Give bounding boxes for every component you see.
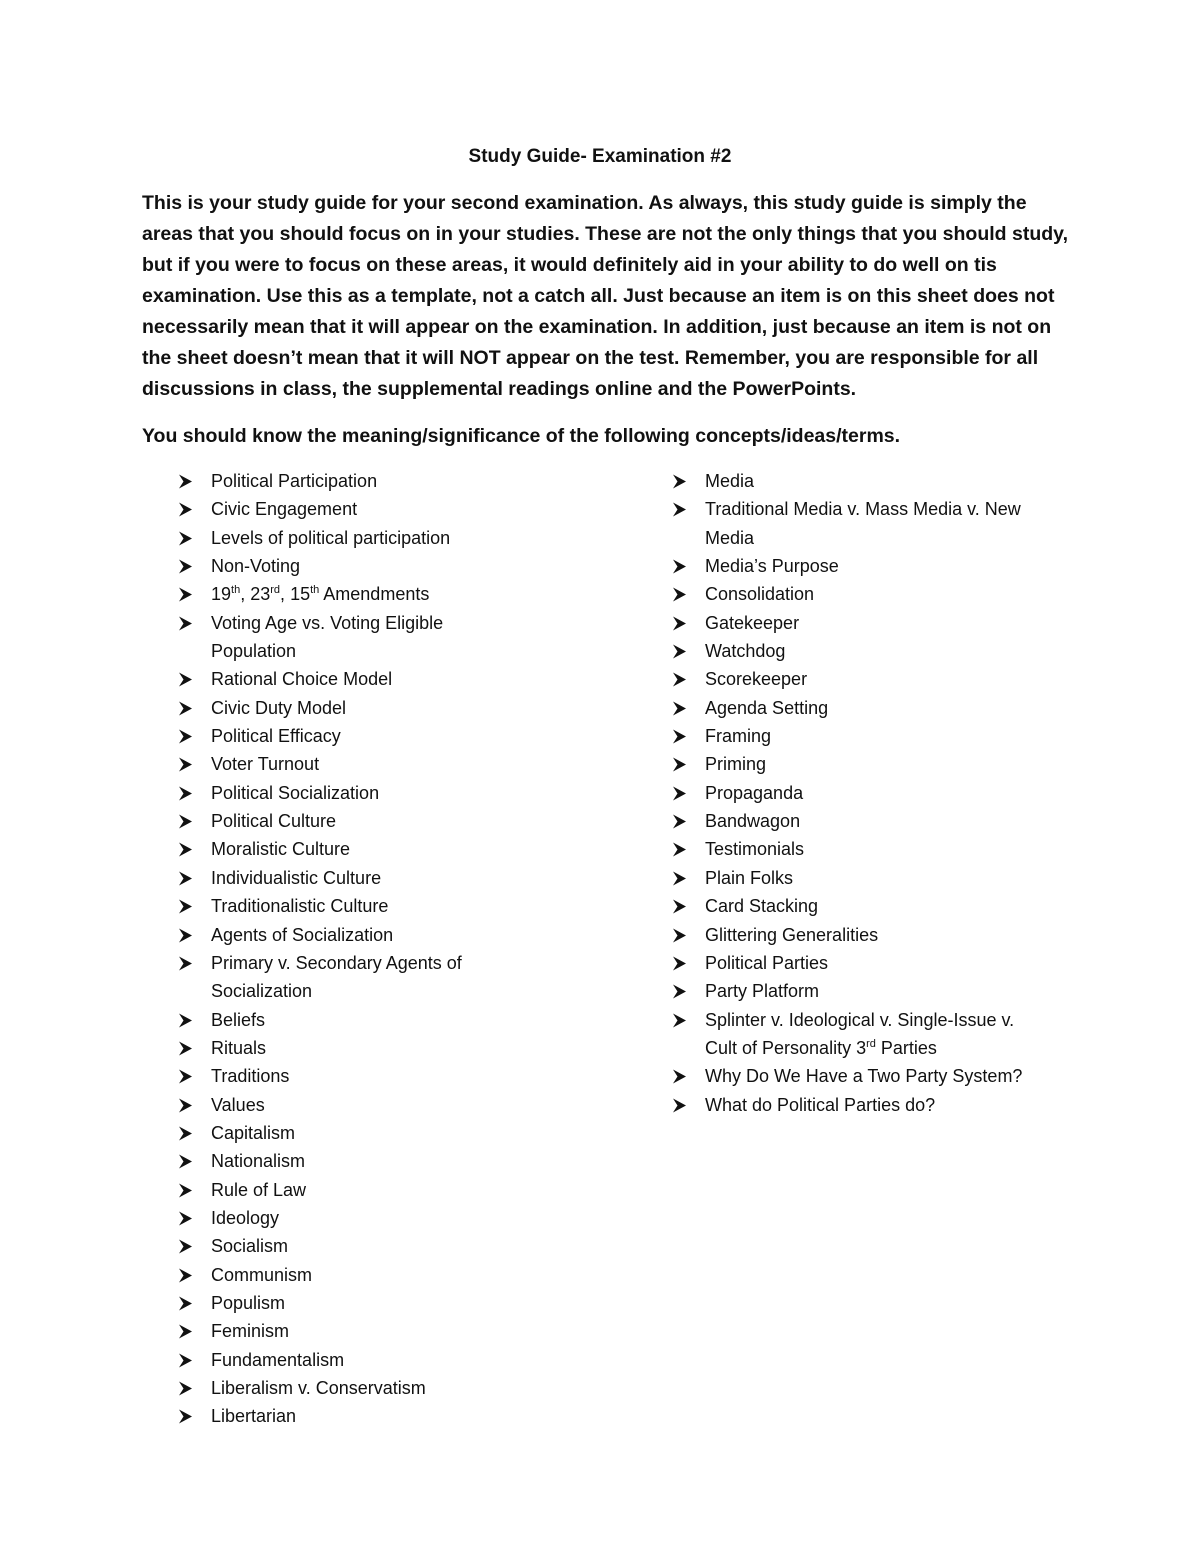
list-item	[672, 835, 1062, 863]
arrowhead-bullet-icon	[178, 1346, 194, 1374]
arrowhead-bullet-icon	[672, 1006, 688, 1034]
arrowhead-bullet-icon	[672, 977, 688, 1005]
list-item	[178, 807, 508, 835]
term-label: Levels of political participation	[211, 527, 451, 548]
term-label: Political Socialization	[211, 782, 380, 803]
arrowhead-bullet-icon	[672, 722, 688, 750]
list-item	[178, 921, 508, 949]
amendment-number: 15	[290, 584, 311, 605]
arrowhead-bullet-icon	[672, 665, 688, 693]
arrowhead-bullet-icon	[178, 1119, 194, 1147]
list-item	[672, 467, 1062, 495]
list-item	[672, 665, 1062, 693]
arrowhead-bullet-icon	[672, 467, 688, 495]
arrowhead-bullet-icon	[178, 1176, 194, 1204]
list-item	[178, 524, 508, 552]
list-item	[178, 1317, 508, 1345]
term-label: Amendments	[319, 584, 430, 605]
list-item-amendments	[178, 580, 508, 608]
list-item	[178, 779, 508, 807]
term-label: Card Stacking	[705, 896, 819, 917]
term-label: Political Culture	[211, 811, 337, 832]
term-label: Party Platform	[705, 981, 820, 1002]
term-label: Media	[705, 471, 755, 491]
list-item	[178, 1402, 508, 1430]
arrowhead-bullet-icon	[178, 1091, 194, 1119]
instructions-line: You should know the meaning/significance of the following concepts/ideas/terms.	[142, 425, 901, 447]
list-item	[672, 580, 1062, 608]
list-item	[672, 495, 1062, 552]
term-label: Capitalism	[211, 1122, 296, 1143]
list-item	[178, 1034, 508, 1062]
term-label: Non-Voting	[211, 556, 301, 577]
term-label: Communism	[211, 1264, 313, 1285]
arrowhead-bullet-icon	[672, 609, 688, 637]
arrowhead-bullet-icon	[178, 1034, 194, 1062]
list-item	[178, 1374, 508, 1402]
arrowhead-bullet-icon	[178, 835, 194, 863]
arrowhead-bullet-icon	[178, 864, 194, 892]
term-label: Civic Duty Model	[211, 697, 347, 718]
arrowhead-bullet-icon	[178, 949, 194, 977]
arrowhead-bullet-icon	[178, 1232, 194, 1260]
arrowhead-bullet-icon	[672, 637, 688, 665]
arrowhead-bullet-icon	[672, 949, 688, 977]
list-item	[178, 835, 508, 863]
list-item	[672, 864, 1062, 892]
term-label: Gatekeeper	[705, 612, 800, 633]
intro-paragraph: This is your study guide for your second examination. As always, this study guide is simply the areas that you should focus on in your studies. These are not the only things that you should study, but if you were to focus on these areas, it would definitely aid in your ability to do well on tis examination. Use this as a template, not a catch all. Just because an item is on this sheet does not necessarily mean that it will appear on the examination. In addition, just because an item is not on the sheet doesn’t mean that it will NOT appear on the test. Remember, you are responsible for all discussions in class, the supplemental readings online and the PowerPoints.	[142, 192, 1068, 400]
list-item	[178, 750, 508, 778]
list-item	[178, 1176, 508, 1204]
list-item	[178, 1346, 508, 1374]
arrowhead-bullet-icon	[672, 864, 688, 892]
arrowhead-bullet-icon	[178, 1062, 194, 1090]
term-label: Political Parties	[705, 952, 829, 973]
term-label: Primary v. Secondary Agents of	[211, 952, 462, 973]
term-label-continued: Media	[705, 527, 755, 548]
ordinal-suffix: rd	[866, 1037, 876, 1050]
list-item	[178, 694, 508, 722]
term-label: Plain Folks	[705, 867, 794, 888]
list-item	[178, 1232, 508, 1260]
list-item	[672, 977, 1062, 1005]
arrowhead-bullet-icon	[672, 1062, 688, 1090]
term-label-continued: Socialization	[211, 981, 313, 1002]
arrowhead-bullet-icon	[178, 1261, 194, 1289]
list-item	[178, 1147, 508, 1175]
term-label: Watchdog	[705, 641, 786, 662]
right-term-list	[672, 467, 1062, 1119]
term-label: Political Participation	[211, 471, 378, 491]
term-label: Rational Choice Model	[211, 669, 393, 690]
term-label: What do Political Parties do?	[705, 1094, 936, 1115]
list-item	[672, 552, 1062, 580]
term-label: Priming	[705, 754, 767, 775]
list-item	[672, 609, 1062, 637]
page-title: Study Guide- Examination #2	[468, 146, 732, 167]
list-item	[672, 949, 1062, 977]
arrowhead-bullet-icon	[178, 892, 194, 920]
arrowhead-bullet-icon	[178, 495, 194, 523]
term-label: Consolidation	[705, 584, 815, 605]
arrowhead-bullet-icon	[178, 665, 194, 693]
arrowhead-bullet-icon	[178, 694, 194, 722]
arrowhead-bullet-icon	[672, 1091, 688, 1119]
list-item	[672, 1091, 1062, 1119]
term-label: Populism	[211, 1292, 286, 1313]
list-item	[178, 722, 508, 750]
term-label: Individualistic Culture	[211, 867, 382, 888]
term-label: Voting Age vs. Voting Eligible Population	[211, 612, 444, 662]
term-label: Fundamentalism	[211, 1349, 345, 1370]
term-label: Framing	[705, 726, 772, 747]
list-item	[672, 779, 1062, 807]
arrowhead-bullet-icon	[672, 750, 688, 778]
term-label: Nationalism	[211, 1151, 306, 1172]
arrowhead-bullet-icon	[672, 580, 688, 608]
arrowhead-bullet-icon	[672, 779, 688, 807]
list-item	[178, 1289, 508, 1317]
list-item	[178, 1204, 508, 1232]
ordinal-suffix: th	[231, 584, 241, 597]
list-item	[178, 1091, 508, 1119]
list-item	[672, 1062, 1062, 1090]
arrowhead-bullet-icon	[178, 609, 194, 637]
arrowhead-bullet-icon	[178, 580, 194, 608]
term-label: Scorekeeper	[705, 669, 808, 690]
arrowhead-bullet-icon	[672, 495, 688, 523]
list-item	[672, 637, 1062, 665]
term-label: Rule of Law	[211, 1179, 307, 1200]
list-item	[178, 892, 508, 920]
arrowhead-bullet-icon	[178, 1204, 194, 1232]
list-item	[178, 864, 508, 892]
list-item	[672, 892, 1062, 920]
arrowhead-bullet-icon	[178, 1289, 194, 1317]
list-item	[672, 722, 1062, 750]
list-item	[178, 609, 508, 666]
list-item	[178, 467, 508, 495]
term-label: Feminism	[211, 1321, 290, 1342]
term-label: Glittering Generalities	[705, 924, 879, 945]
arrowhead-bullet-icon	[178, 722, 194, 750]
term-label: Agents of Socialization	[211, 924, 394, 945]
term-label: Traditions	[211, 1066, 290, 1087]
arrowhead-bullet-icon	[178, 1317, 194, 1345]
left-term-list	[178, 467, 508, 1431]
term-label: Socialism	[211, 1236, 289, 1257]
arrowhead-bullet-icon	[178, 1374, 194, 1402]
term-label: Ideology	[211, 1207, 280, 1228]
separator: ,	[240, 584, 251, 605]
arrowhead-bullet-icon	[672, 694, 688, 722]
term-label: Libertarian	[211, 1406, 297, 1427]
separator: ,	[280, 584, 291, 605]
arrowhead-bullet-icon	[178, 807, 194, 835]
term-label: Traditional Media v. Mass Media v. New	[705, 499, 1021, 520]
list-item	[178, 1119, 508, 1147]
term-label: Beliefs	[211, 1009, 266, 1030]
list-item	[178, 1261, 508, 1289]
term-label: Values	[211, 1094, 265, 1115]
term-label-continued: Parties	[875, 1037, 937, 1058]
arrowhead-bullet-icon	[672, 892, 688, 920]
arrowhead-bullet-icon	[672, 835, 688, 863]
term-label: Propaganda	[705, 782, 804, 803]
list-item	[178, 1006, 508, 1034]
term-label: Why Do We Have a Two Party System?	[705, 1066, 1023, 1087]
arrowhead-bullet-icon	[178, 552, 194, 580]
list-item-third-parties	[672, 1006, 1062, 1063]
arrowhead-bullet-icon	[672, 921, 688, 949]
ordinal-suffix: rd	[270, 584, 281, 597]
list-item	[178, 665, 508, 693]
term-label: Splinter v. Ideological v. Single-Issue v.	[705, 1009, 1015, 1030]
term-label: Media’s Purpose	[705, 556, 839, 577]
list-item	[672, 921, 1062, 949]
list-item	[672, 807, 1062, 835]
term-label: Rituals	[211, 1037, 267, 1058]
term-label-continued: Cult of Personality 3	[705, 1037, 867, 1058]
list-item	[178, 949, 508, 1006]
list-item	[672, 750, 1062, 778]
arrowhead-bullet-icon	[178, 921, 194, 949]
term-label: Traditionalistic Culture	[211, 896, 389, 917]
arrowhead-bullet-icon	[178, 1147, 194, 1175]
arrowhead-bullet-icon	[178, 750, 194, 778]
list-item	[178, 552, 508, 580]
term-label: Agenda Setting	[705, 697, 829, 718]
ordinal-suffix: th	[310, 584, 320, 597]
arrowhead-bullet-icon	[178, 1006, 194, 1034]
term-label: Liberalism v. Conservatism	[211, 1378, 426, 1398]
arrowhead-bullet-icon	[672, 807, 688, 835]
term-label: Voter Turnout	[211, 754, 320, 775]
arrowhead-bullet-icon	[178, 779, 194, 807]
list-item	[178, 495, 508, 523]
arrowhead-bullet-icon	[672, 552, 688, 580]
arrowhead-bullet-icon	[178, 524, 194, 552]
term-label: Testimonials	[705, 839, 805, 860]
list-item	[672, 694, 1062, 722]
amendment-number: 23	[250, 584, 271, 605]
term-label: Political Efficacy	[211, 726, 341, 747]
list-item	[178, 1062, 508, 1090]
arrowhead-bullet-icon	[178, 1402, 194, 1430]
term-label: Moralistic Culture	[211, 839, 351, 860]
term-label: Civic Engagement	[211, 499, 358, 520]
term-label: Bandwagon	[705, 811, 801, 832]
arrowhead-bullet-icon	[178, 467, 194, 495]
amendment-number: 19	[211, 584, 232, 605]
